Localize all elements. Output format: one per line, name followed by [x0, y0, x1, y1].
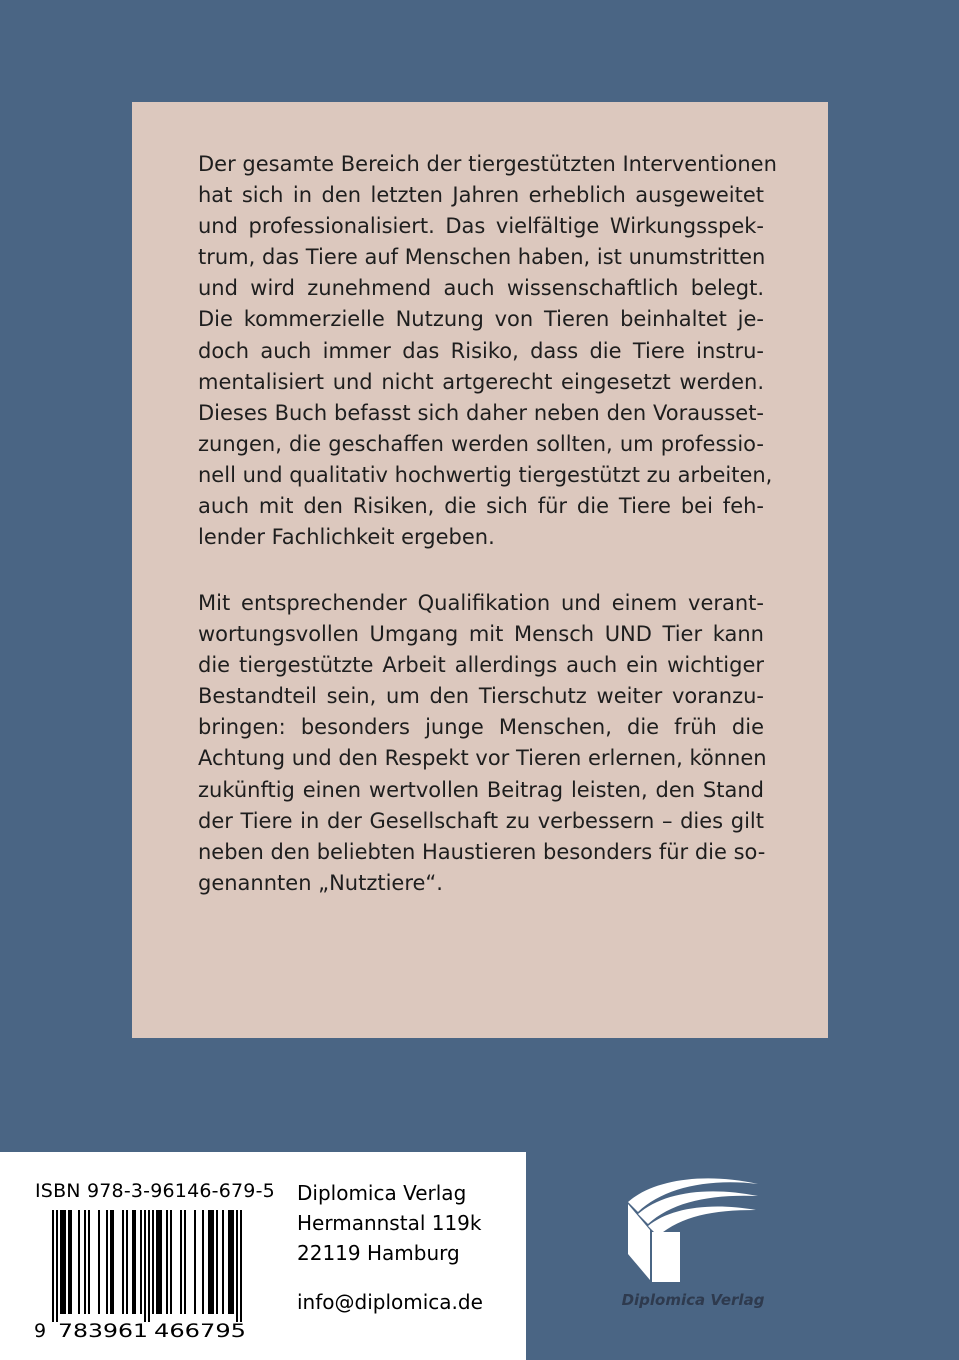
- barcode-bar: [210, 1210, 212, 1314]
- diplomica-logo: [608, 1172, 778, 1312]
- barcode-bar: [194, 1210, 196, 1314]
- publisher-name: Diplomica Verlag: [297, 1181, 467, 1205]
- blurb-line: zukünftig einen wertvollen Beitrag leisten, den Stand: [198, 777, 764, 802]
- publisher-street: Hermannstal 119k: [297, 1211, 482, 1235]
- blurb-line: genannten „Nutztiere“.: [198, 870, 443, 895]
- barcode-bar: [156, 1210, 158, 1314]
- barcode-bar: [148, 1210, 150, 1322]
- barcode-bar: [106, 1210, 108, 1314]
- barcode-bar: [132, 1210, 134, 1314]
- barcode-bar: [126, 1210, 128, 1314]
- blurb-line: der Tiere in der Gesellschaft zu verbessern – dies gilt: [198, 808, 764, 833]
- blurb-line: nell und qualitativ hochwertig tiergestützt zu arbeiten,: [198, 462, 773, 487]
- blurb-paragraph-2: [198, 588, 767, 899]
- blurb-line: neben den beliebten Haustieren besonders für die so-: [198, 839, 766, 864]
- barcode-bar: [140, 1210, 142, 1314]
- publisher-city: 22119 Hamburg: [297, 1241, 460, 1265]
- barcode-bars: [52, 1210, 242, 1322]
- barcode-bar: [208, 1210, 210, 1314]
- barcode-bar: [216, 1210, 218, 1314]
- isbn-label: ISBN 978-3-96146-679-5: [35, 1180, 275, 1202]
- blurb-line: und wird zunehmend auch wissenschaftlich belegt.: [198, 276, 764, 301]
- blurb-line: lender Fachlichkeit ergeben.: [198, 525, 495, 550]
- blurb-line: auch mit den Risiken, die sich für die Tiere bei feh-: [198, 494, 764, 519]
- barcode-bar: [212, 1210, 214, 1314]
- barcode-first-digit: 9: [34, 1320, 47, 1340]
- barcode-bar: [88, 1210, 90, 1314]
- isbn-barcode: [34, 1210, 252, 1340]
- barcode-bar: [62, 1210, 64, 1314]
- barcode-bar: [56, 1210, 58, 1322]
- barcode-bar: [160, 1210, 162, 1314]
- blurb-line: hat sich in den letzten Jahren erheblich ausgeweitet: [198, 183, 764, 208]
- blurb-line: Die kommerzielle Nutzung von Tieren beinhaltet je-: [198, 307, 764, 332]
- blurb-line: Der gesamte Bereich der tiergestützten Interventionen: [198, 152, 777, 176]
- barcode-bar: [152, 1210, 154, 1314]
- barcode-bar: [232, 1210, 234, 1314]
- barcode-left-digits: 783961: [58, 1320, 148, 1340]
- blurb-line: die tiergestützte Arbeit allerdings auch ein wichtiger: [198, 653, 764, 678]
- blurb-line: und professionalisiert. Das vielfältige Wirkungsspek-: [198, 214, 764, 239]
- blurb-line: Achtung und den Respekt vor Tieren erlernen, können: [198, 746, 767, 771]
- barcode-bar: [184, 1210, 186, 1314]
- blurb-line: trum, das Tiere auf Menschen haben, ist unumstritten: [198, 245, 766, 270]
- blurb-line: Bestandteil sein, um den Tierschutz weiter voranzu-: [198, 684, 764, 709]
- barcode-bar: [52, 1210, 54, 1322]
- barcode-bar: [236, 1210, 238, 1322]
- barcode-bar: [230, 1210, 232, 1314]
- barcode-bar: [122, 1210, 124, 1314]
- barcode-bar: [240, 1210, 242, 1322]
- blurb-line: zungen, die geschaffen werden sollten, um professio-: [198, 431, 764, 456]
- barcode-bar: [166, 1210, 168, 1314]
- barcode-bar: [98, 1210, 100, 1314]
- blurb-line: Mit entsprechender Qualifikation und einem verant-: [198, 591, 764, 615]
- barcode-bar: [60, 1210, 62, 1314]
- barcode-bar: [70, 1210, 72, 1314]
- logo-text: Diplomica Verlag: [621, 1291, 765, 1309]
- blurb-line: Dieses Buch befasst sich daher neben den Vorausset-: [198, 400, 764, 425]
- barcode-bar: [222, 1210, 224, 1314]
- publisher-email: info@diplomica.de: [297, 1290, 483, 1314]
- publisher-address: [297, 1178, 482, 1268]
- book-icon: [628, 1178, 758, 1282]
- blurb-paragraph-1: [198, 149, 777, 553]
- barcode-bar: [78, 1210, 80, 1314]
- barcode-bar: [180, 1210, 182, 1314]
- barcode-bar: [158, 1210, 160, 1314]
- barcode-bar: [134, 1210, 136, 1314]
- barcode-bar: [144, 1210, 146, 1322]
- barcode-bar: [202, 1210, 204, 1314]
- blurb-line: mentalisiert und nicht artgerecht eingesetzt werden.: [198, 369, 764, 394]
- blurb-line: doch auch immer das Risiko, dass die Tiere instru-: [198, 338, 764, 363]
- blurb-panel: [132, 102, 828, 1038]
- blurb-line: wortungsvollen Umgang mit Mensch UND Tier kann: [198, 622, 764, 647]
- barcode-bar: [84, 1210, 86, 1314]
- barcode-bar: [170, 1210, 172, 1314]
- barcode-bar: [228, 1210, 230, 1314]
- barcode-bar: [64, 1210, 66, 1314]
- barcode-right-digits: 466795: [154, 1320, 246, 1340]
- barcode-bar: [68, 1210, 70, 1314]
- blurb-line: bringen: besonders junge Menschen, die früh die: [198, 715, 764, 740]
- imprint-box: [0, 1152, 526, 1360]
- barcode-bar: [110, 1210, 112, 1314]
- barcode-bar: [112, 1210, 114, 1314]
